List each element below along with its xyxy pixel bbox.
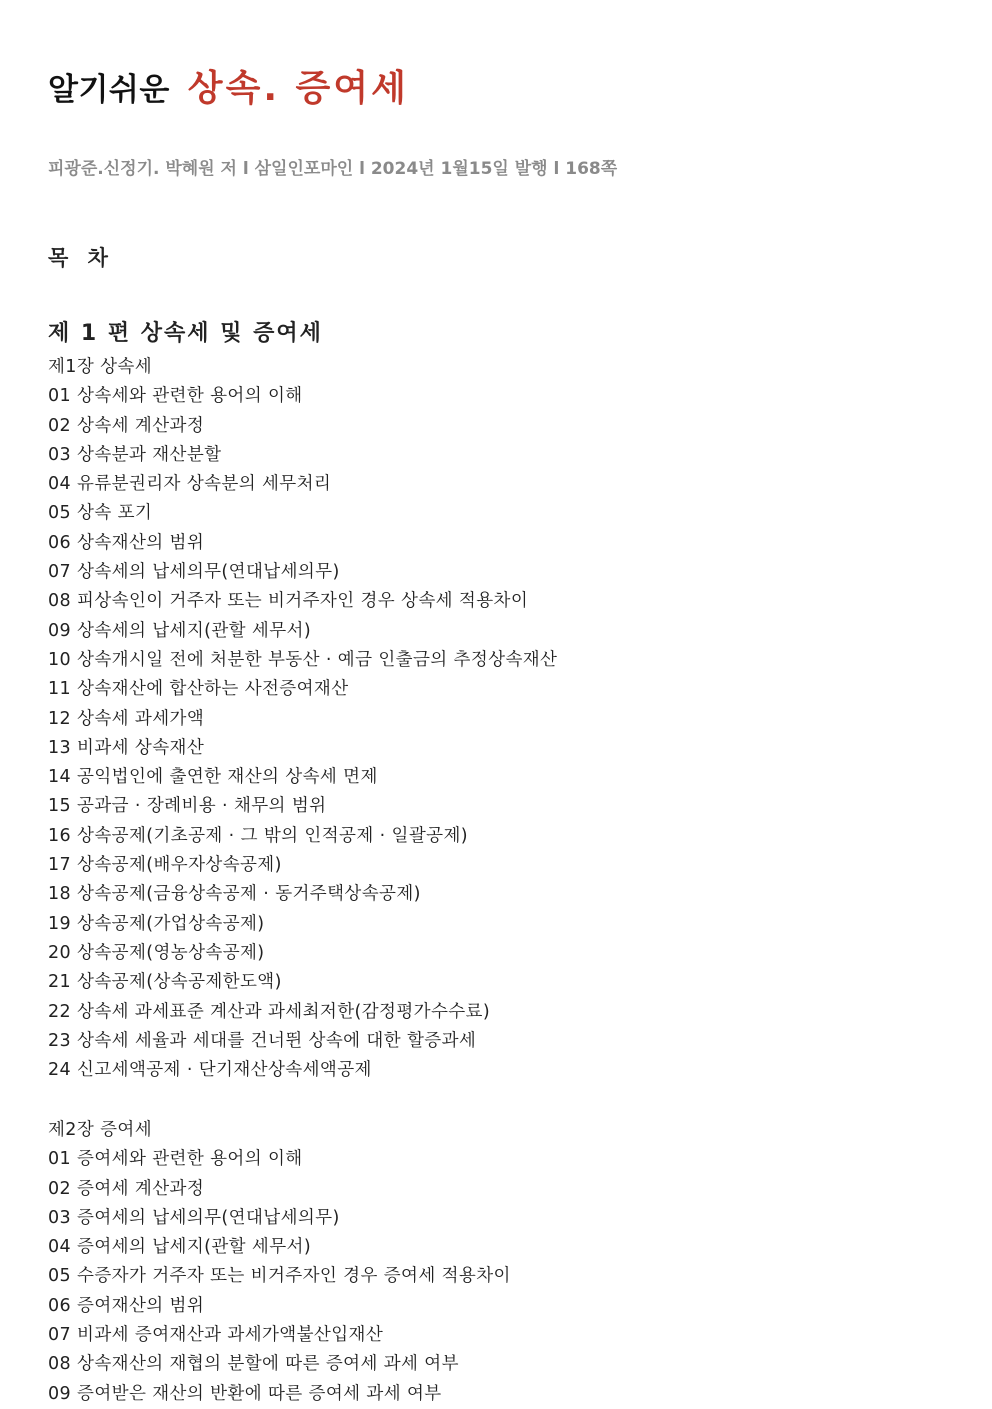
toc-item: 20 상속공제(영농상속공제) bbox=[48, 942, 265, 963]
toc-item: 21 상속공제(상속공제한도액) bbox=[48, 972, 282, 993]
chapter-title: 제1장 상속세 bbox=[48, 357, 153, 377]
book-title bbox=[48, 60, 409, 111]
toc-item: 08 피상속인이 거주자 또는 비거주자인 경우 상속세 적용차이 bbox=[48, 591, 529, 612]
toc-item: 14 공익법인에 출연한 재산의 상속세 면제 bbox=[48, 767, 378, 788]
toc-item: 01 증여세와 관련한 용어의 이해 bbox=[48, 1149, 303, 1170]
toc-item: 08 상속재산의 재협의 분할에 따른 증여세 과세 여부 bbox=[48, 1354, 459, 1375]
toc-item: 06 상속재산의 범위 bbox=[48, 532, 205, 553]
toc-item: 15 공과금 · 장례비용 · 채무의 범위 bbox=[48, 796, 327, 817]
toc-item: 02 상속세 계산과정 bbox=[48, 415, 205, 436]
toc-item: 09 상속세의 납세지(관할 세무서) bbox=[48, 620, 312, 641]
toc-item: 03 상속분과 재산분할 bbox=[48, 444, 222, 465]
toc-item: 19 상속공제(가업상속공제) bbox=[48, 913, 265, 934]
toc-item: 06 증여재산의 범위 bbox=[48, 1295, 205, 1316]
toc-item: 11 상속재산에 합산하는 사전증여재산 bbox=[48, 679, 349, 700]
toc-item: 04 증여세의 납세지(관할 세무서) bbox=[48, 1237, 312, 1258]
toc-item: 23 상속세 세율과 세대를 건너뛴 상속에 대한 할증과세 bbox=[48, 1030, 477, 1051]
book-meta: 피광준.신정기. 박혜원 저 l 삼일인포마인 l 2024년 1월15일 발행 l 168쪽 bbox=[48, 159, 618, 179]
part-title: 제 1 편 상속세 및 증여세 bbox=[48, 321, 323, 346]
toc-item: 09 증여받은 재산의 반환에 따른 증여세 과세 여부 bbox=[48, 1383, 442, 1404]
chapter-1-section bbox=[48, 353, 948, 1085]
toc-item: 03 증여세의 납세의무(연대납세의무) bbox=[48, 1207, 340, 1228]
book-title-main: 상속. 증여세 bbox=[187, 68, 409, 109]
toc-item: 05 상속 포기 bbox=[48, 503, 153, 524]
toc-item: 05 수증자가 거주자 또는 비거주자인 경우 증여세 적용차이 bbox=[48, 1266, 511, 1287]
chapter-2-section bbox=[48, 1116, 948, 1409]
book-title-prefix: 알기쉬운 bbox=[48, 72, 170, 108]
toc-item: 10 상속개시일 전에 처분한 부동산 · 예금 인출금의 추정상속재산 bbox=[48, 649, 558, 670]
toc-item: 16 상속공제(기초공제 · 그 밖의 인적공제 · 일괄공제) bbox=[48, 825, 468, 846]
toc-item: 18 상속공제(금융상속공제 · 동거주택상속공제) bbox=[48, 884, 421, 905]
toc-item: 02 증여세 계산과정 bbox=[48, 1178, 205, 1199]
chapter-title: 제2장 증여세 bbox=[48, 1120, 153, 1140]
toc-item: 12 상속세 과세가액 bbox=[48, 708, 205, 729]
toc-item: 07 상속세의 납세의무(연대납세의무) bbox=[48, 562, 340, 583]
toc-item: 13 비과세 상속재산 bbox=[48, 737, 205, 758]
toc-item: 17 상속공제(배우자상속공제) bbox=[48, 855, 282, 876]
toc-item: 04 유류분권리자 상속분의 세무처리 bbox=[48, 474, 332, 495]
toc-heading: 목 차 bbox=[48, 246, 114, 270]
toc-item: 22 상속세 과세표준 계산과 과세최저한(감정평가수수료) bbox=[48, 1001, 491, 1022]
toc-item: 07 비과세 증여재산과 과세가액불산입재산 bbox=[48, 1325, 384, 1346]
toc-item: 24 신고세액공제 · 단기재산상속세액공제 bbox=[48, 1060, 372, 1081]
toc-item: 01 상속세와 관련한 용어의 이해 bbox=[48, 386, 303, 407]
